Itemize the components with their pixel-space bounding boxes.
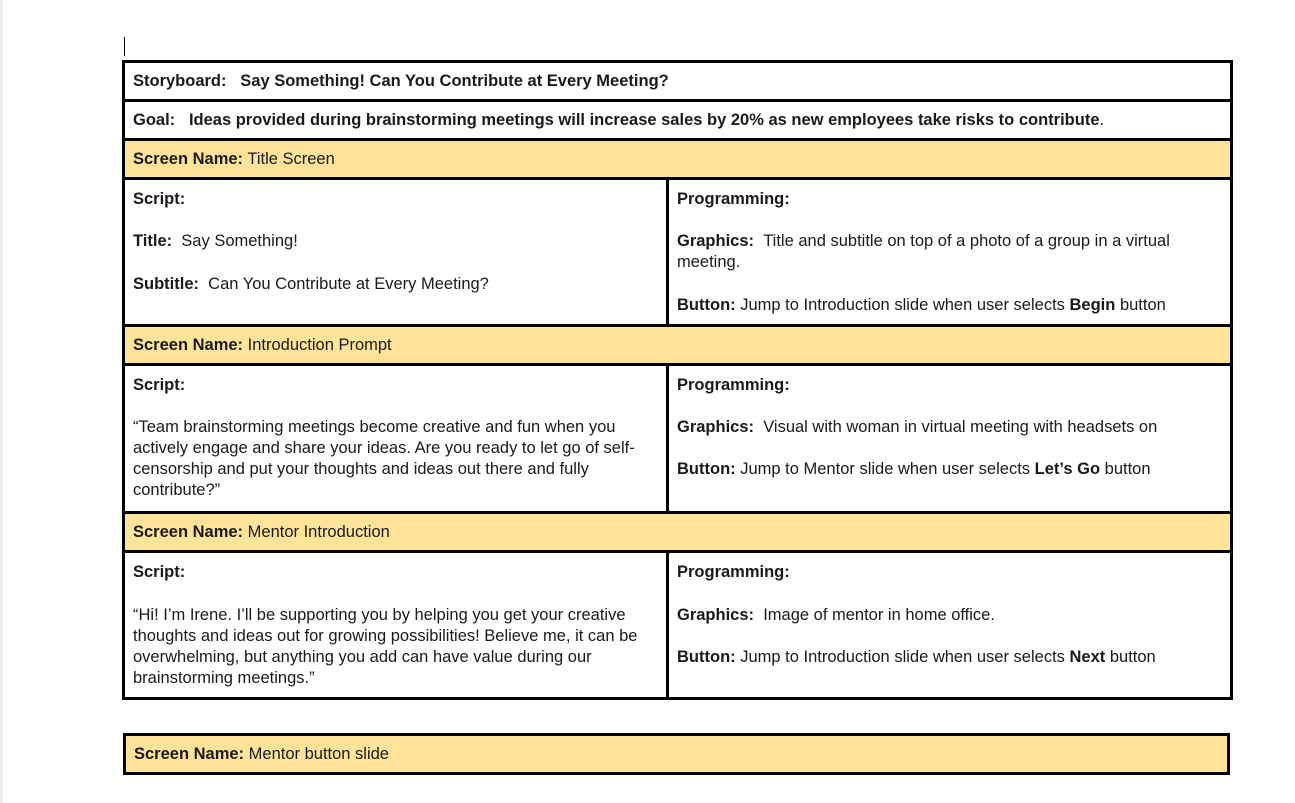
screen-detail-row [124,179,1232,326]
storyboard-row [124,62,1232,101]
storyboard-label: Storyboard: [133,71,227,90]
script-text: “Hi! I’m Irene. I’ll be supporting you by helping you get your creative thoughts and ideas out for growing possibilities! Believe me, it can be overwhelming, but anything you add can have value during our brainstorming meetings.” [133,606,638,687]
goal-suffix: . [1099,110,1105,129]
graphics-line [677,417,1222,438]
button-label: Button: [677,296,736,314]
script-label: Script: [133,563,186,581]
script-label: Script: [133,376,186,394]
screen-name-row [124,513,1232,552]
programming-label: Programming: [677,563,790,581]
button-label: Button: [677,648,736,666]
button-text-after: button [1104,460,1151,478]
button-line [677,459,1222,480]
title-line [133,231,658,252]
script-cell[interactable] [124,365,668,513]
script-label: Script: [133,190,186,208]
graphics-line [677,231,1222,273]
screen-name-label: Screen Name: [133,335,244,354]
goal-cell[interactable] [124,101,1232,140]
left-margin-rule [0,0,3,803]
button-name: Begin [1069,296,1116,314]
screen-name-row [124,326,1232,365]
button-text: Jump to Introduction slide when user selects [740,648,1065,666]
button-text: Jump to Mentor slide when user selects [740,460,1031,478]
button-text: Jump to Introduction slide when user selects [740,296,1065,314]
screen-name-value: Mentor Introduction [247,522,390,541]
screen-name-row [125,735,1229,774]
programming-cell[interactable] [668,552,1232,699]
screen-name-cell[interactable] [125,735,1229,774]
storyboard-cell[interactable] [124,62,1232,101]
screen-name-label: Screen Name: [134,744,245,763]
graphics-label: Graphics: [677,606,755,624]
goal-label: Goal: [133,110,176,129]
button-line [677,647,1222,668]
subtitle-label: Subtitle: [133,275,199,293]
programming-cell[interactable] [668,179,1232,326]
graphics-line [677,605,1222,626]
screen-name-value: Title Screen [247,149,335,168]
subtitle-value: Can You Contribute at Every Meeting? [208,275,489,293]
screen-name-label: Screen Name: [133,522,244,541]
screen-detail-row [124,552,1232,699]
title-label: Title: [133,232,173,250]
text-cursor [124,37,125,56]
screen-name-label: Screen Name: [133,149,244,168]
screen-detail-row [124,365,1232,513]
graphics-text: Visual with woman in virtual meeting with headsets on [763,418,1158,436]
storyboard-title: Say Something! Can You Contribute at Every Meeting? [240,71,669,90]
programming-cell[interactable] [668,365,1232,513]
graphics-label: Graphics: [677,418,755,436]
programming-label: Programming: [677,190,790,208]
screen-name-value: Mentor button slide [248,744,389,763]
goal-row [124,101,1232,140]
button-line [677,295,1222,316]
storyboard-table [122,60,1233,700]
button-name: Next [1069,648,1106,666]
screen-name-cell[interactable] [124,140,1232,179]
graphics-label: Graphics: [677,232,755,250]
button-label: Button: [677,460,736,478]
screen-name-cell[interactable] [124,513,1232,552]
screen-name-cell[interactable] [124,326,1232,365]
script-cell[interactable] [124,552,668,699]
button-text-after: button [1119,296,1166,314]
button-name: Let’s Go [1034,460,1101,478]
subtitle-line [133,274,658,295]
screen-name-row [124,140,1232,179]
screen-name-value: Introduction Prompt [247,335,392,354]
script-text: “Team brainstorming meetings become creative and fun when you actively engage and share your ideas. Are you ready to let go of self-censorship and put your thoughts and ideas out there and fully contribute?” [133,418,635,499]
programming-label: Programming: [677,376,790,394]
next-screen-table [123,733,1230,775]
button-text-after: button [1109,648,1156,666]
graphics-text: Title and subtitle on top of a photo of a group in a virtual meeting. [677,232,1170,271]
graphics-text: Image of mentor in home office. [763,606,995,624]
goal-text: Ideas provided during brainstorming meetings will increase sales by 20% as new employees take risks to contribute [188,110,1100,129]
title-value: Say Something! [181,232,298,250]
script-cell[interactable] [124,179,668,326]
